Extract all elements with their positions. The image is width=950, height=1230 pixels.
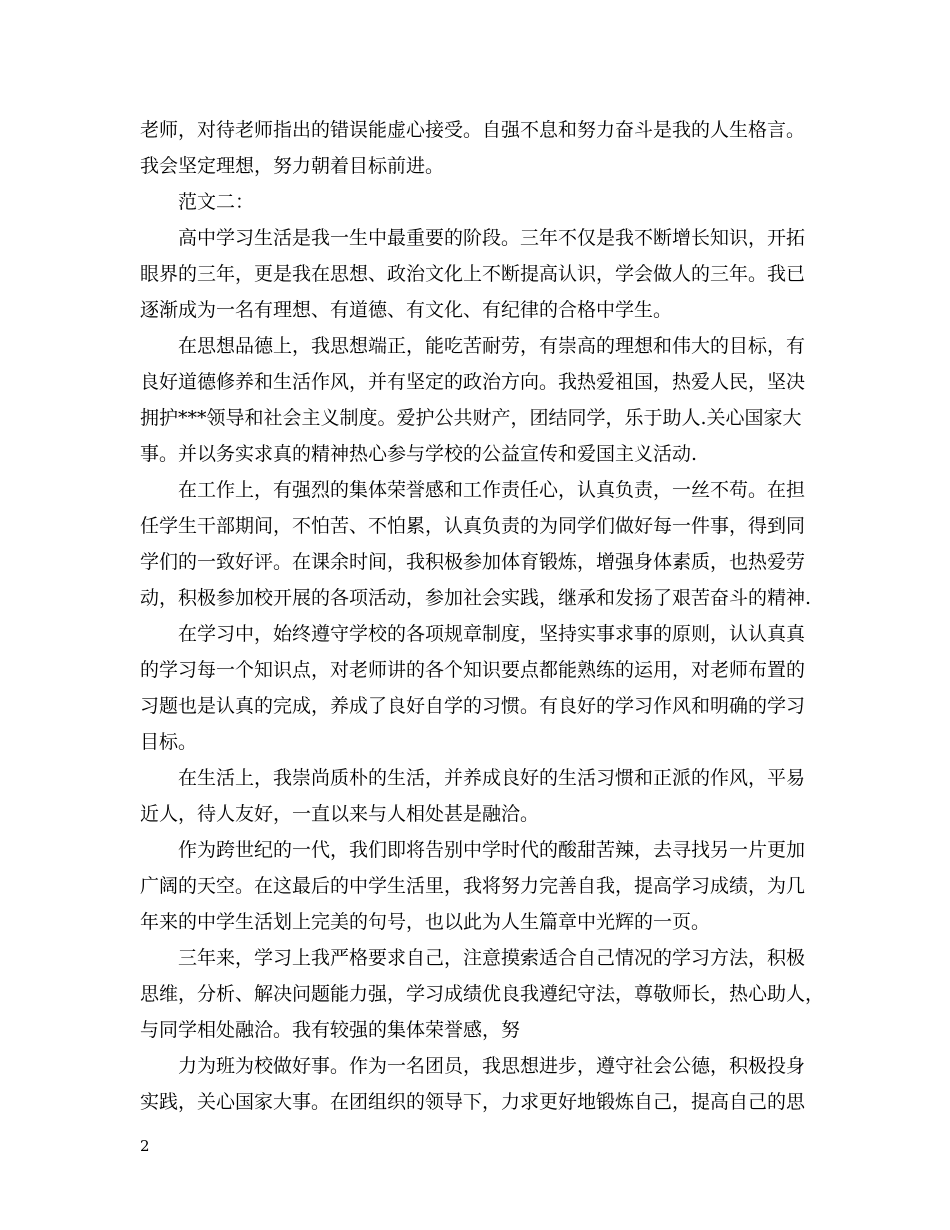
section-heading: 范文二：	[178, 191, 255, 213]
text-line: 目标。	[140, 731, 198, 753]
text-line: 学们的一致好评。在课余时间，我积极参加体育锻炼，增强身体素质，也热爱劳	[140, 551, 806, 573]
text-line: 动，积极参加校开展的各项活动，参加社会实践，继承和发扬了艰苦奋斗的精神.	[140, 587, 812, 609]
text-line: 拥护***领导和社会主义制度。爱护公共财产，团结同学，乐于助人.关心国家大	[140, 407, 802, 429]
text-line: 我会坚定理想，努力朝着目标前进。	[140, 155, 445, 177]
text-line: 年来的中学生活划上完美的句号，也以此为人生篇章中光辉的一页。	[140, 911, 711, 933]
text-line: 广阔的天空。在这最后的中学生活里，我将努力完善自我，提高学习成绩，为几	[140, 875, 806, 897]
text-line: 在工作上，有强烈的集体荣誉感和工作责任心，认真负责，一丝不苟。在担	[178, 479, 806, 501]
page-number: 2	[140, 1137, 150, 1155]
text-line: 在学习中，始终遵守学校的各项规章制度，坚持实事求事的原则，认认真真	[178, 623, 806, 645]
text-line: 事。并以务实求真的精神热心参与学校的公益宣传和爱国主义活动.	[140, 443, 698, 465]
text-line: 作为跨世纪的一代，我们即将告别中学时代的酸甜苦辣，去寻找另一片更加	[178, 839, 806, 861]
text-line: 在生活上，我崇尚质朴的生活，并养成良好的生活习惯和正派的作风，平易	[178, 767, 806, 789]
text-line: 与同学相处融洽。我有较强的集体荣誉感，努	[140, 1019, 521, 1041]
text-line: 眼界的三年，更是我在思想、政治文化上不断提高认识，学会做人的三年。我已	[140, 263, 806, 285]
text-line: 的学习每一个知识点，对老师讲的各个知识要点都能熟练的运用，对老师布置的	[140, 659, 806, 681]
text-line: 近人，待人友好，一直以来与人相处甚是融洽。	[140, 803, 540, 825]
text-line: 良好道德修养和生活作风，并有坚定的政治方向。我热爱祖国，热爱人民，坚决	[140, 371, 806, 393]
text-line: 实践，关心国家大事。在团组织的领导下，力求更好地锻炼自己，提高自己的思	[140, 1091, 806, 1113]
text-line: 在思想品德上，我思想端正，能吃苦耐劳，有崇高的理想和伟大的目标，有	[178, 335, 806, 357]
text-line: 思维，分析、解决问题能力强，学习成绩优良我遵纪守法，尊敬师长，热心助人，	[140, 983, 825, 1005]
text-line: 三年来，学习上我严格要求自己，注意摸索适合自己情况的学习方法，积极	[178, 947, 806, 969]
text-line: 老师，对待老师指出的错误能虚心接受。自强不息和努力奋斗是我的人生格言。	[140, 119, 806, 141]
text-line: 力为班为校做好事。作为一名团员，我思想进步，遵守社会公德，积极投身	[178, 1055, 806, 1077]
text-line: 逐渐成为一名有理想、有道德、有文化、有纪律的合格中学生。	[140, 299, 673, 321]
text-line: 高中学习生活是我一生中最重要的阶段。三年不仅是我不断增长知识，开拓	[178, 227, 806, 249]
text-line: 任学生干部期间，不怕苦、不怕累，认真负责的为同学们做好每一件事，得到同	[140, 515, 806, 537]
text-line: 习题也是认真的完成，养成了良好自学的习惯。有良好的学习作风和明确的学习	[140, 695, 806, 717]
